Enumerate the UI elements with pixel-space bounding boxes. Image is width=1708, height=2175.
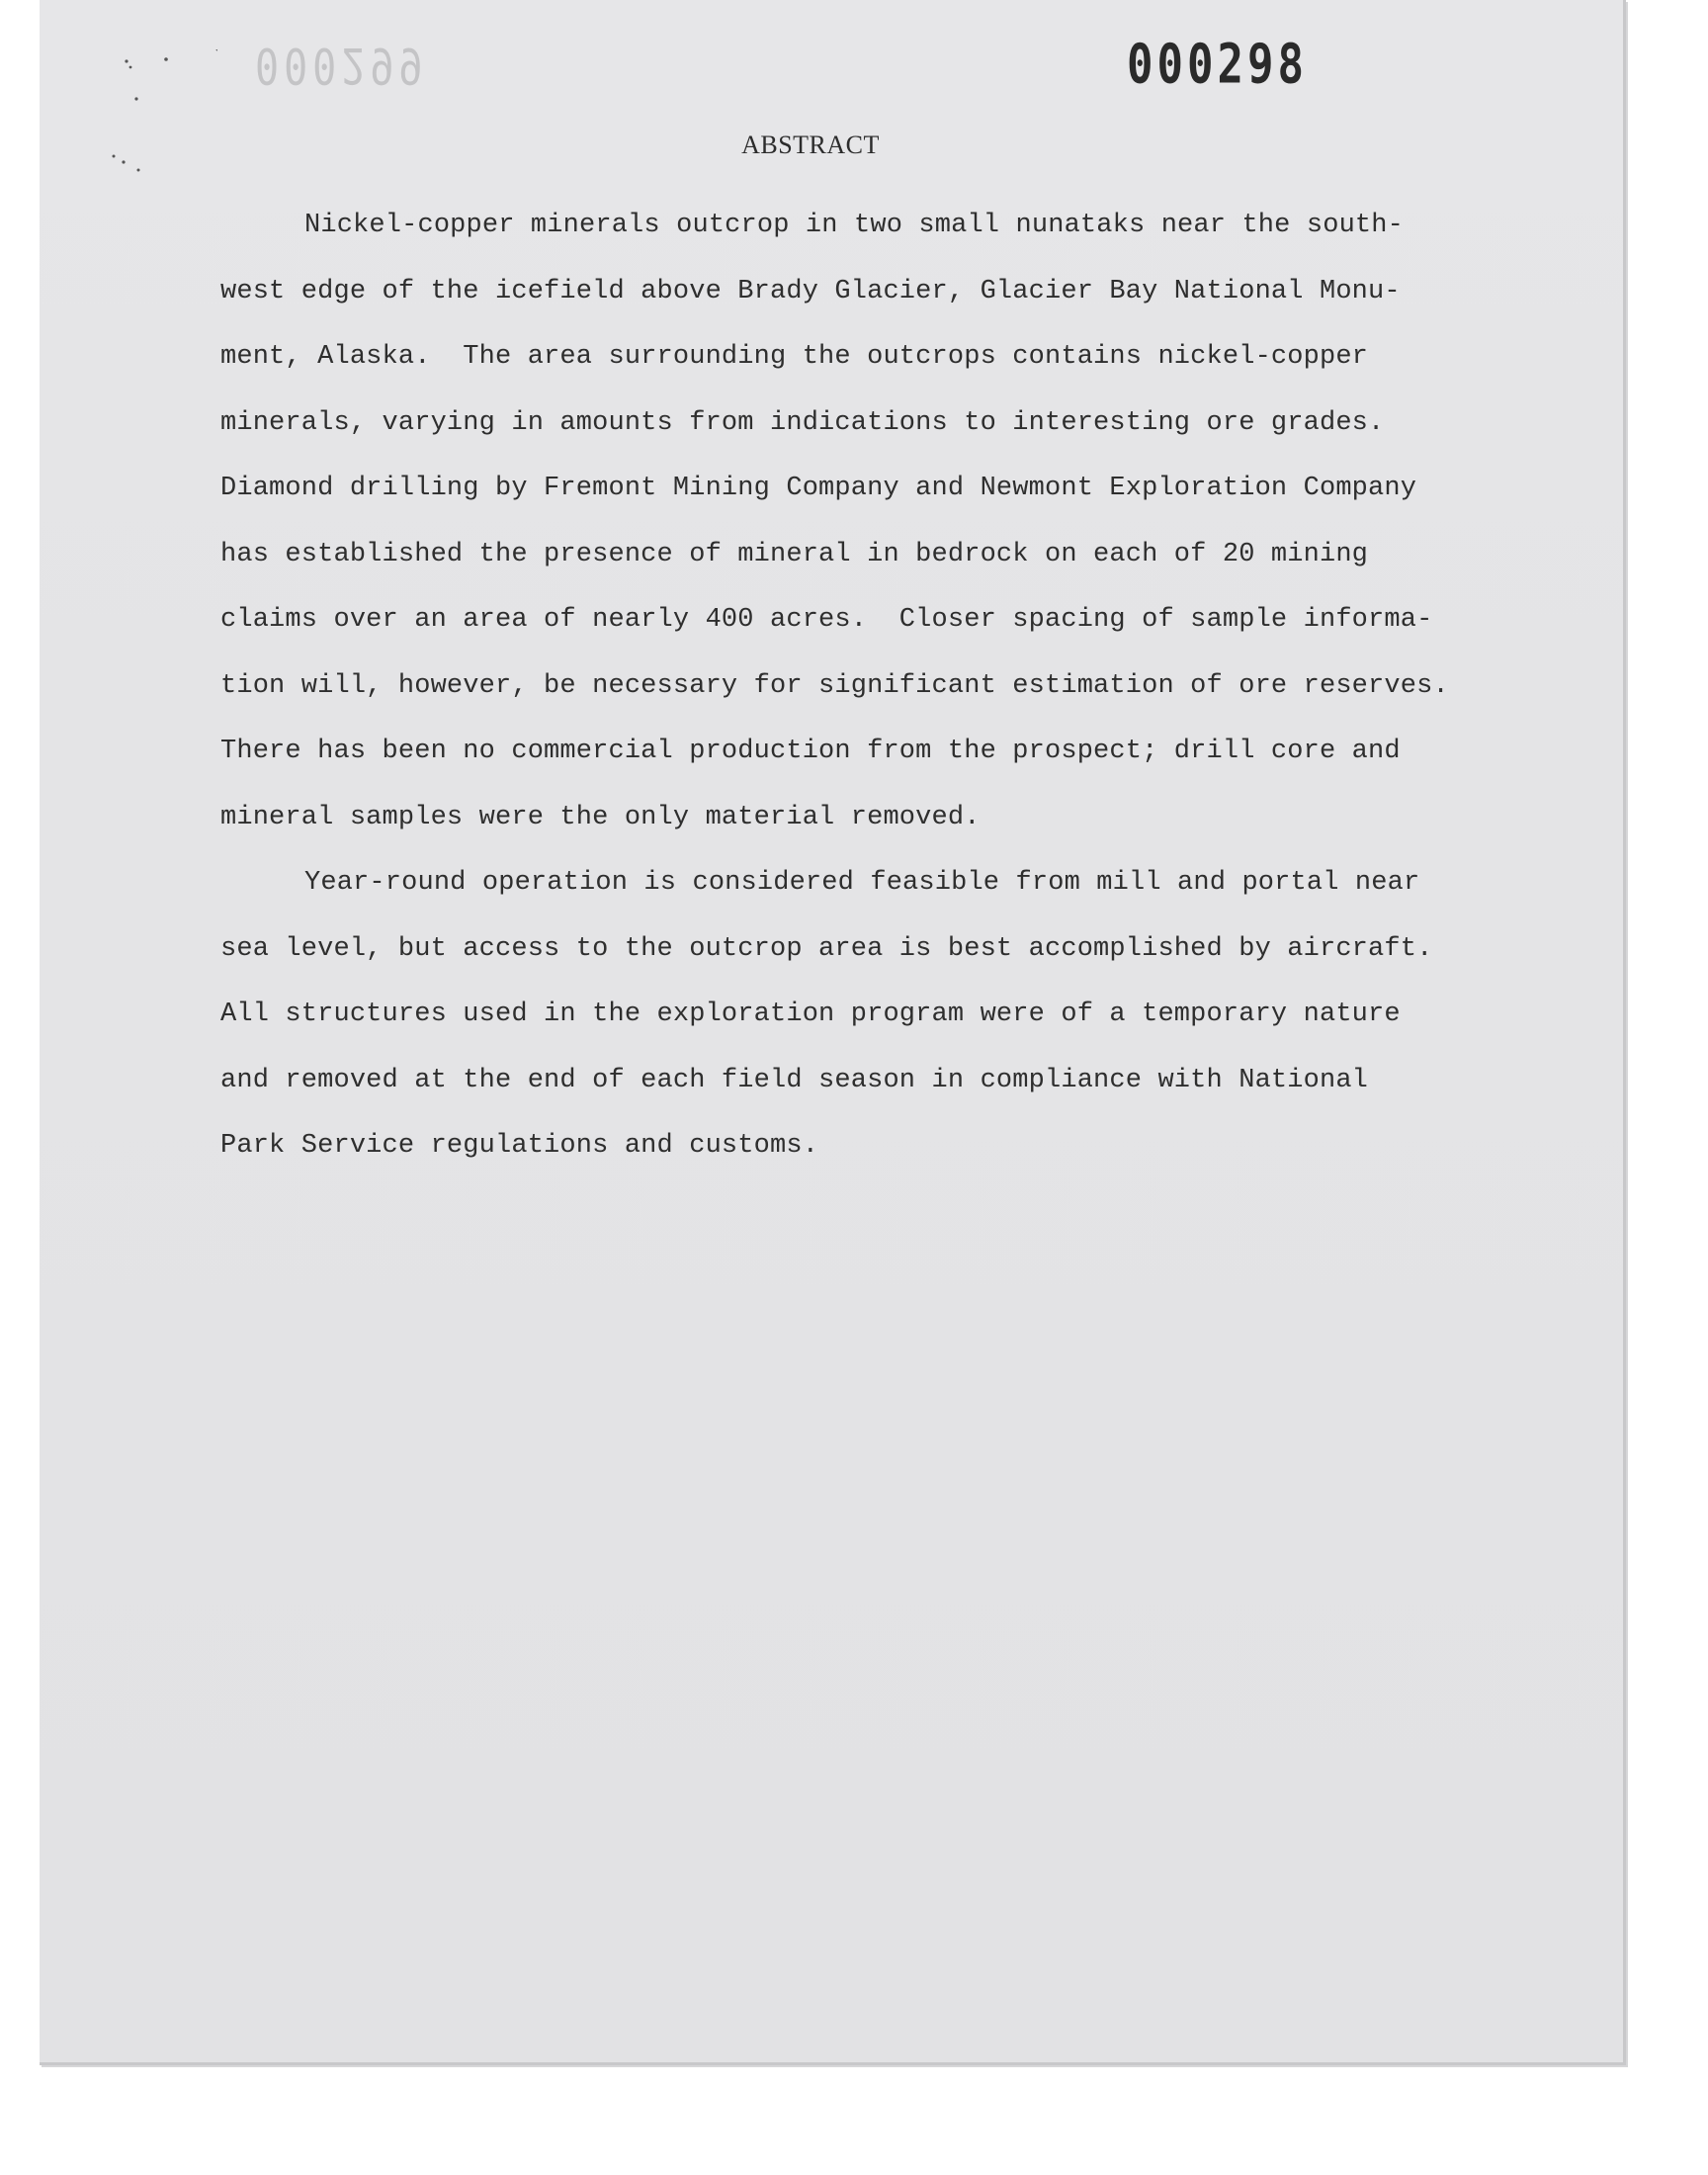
abstract-body [220, 193, 1525, 1179]
bleed-through-stamp-number: 000299 [255, 36, 428, 93]
scan-specks-decoration [79, 49, 217, 188]
paragraph-1 [220, 193, 1525, 850]
text-line: ment, Alaska. The area surrounding the outcrops contains nickel-copper [220, 342, 1369, 372]
text-line: sea level, but access to the outcrop area is best accomplished by aircraft. [220, 933, 1433, 964]
text-line: minerals, varying in amounts from indications to interesting ore grades. [220, 407, 1385, 438]
text-line: west edge of the icefield above Brady Glacier, Glacier Bay National Monu- [220, 276, 1401, 306]
text-line: claims over an area of nearly 400 acres. Closer spacing of sample informa- [220, 605, 1433, 635]
text-line: and removed at the end of each field season in compliance with National [220, 1065, 1369, 1095]
abstract-title: ABSTRACT [741, 130, 880, 159]
text-line: Nickel-copper minerals outcrop in two small nunataks near the south- [304, 211, 1404, 240]
document-stamp-number: 000298 [1127, 33, 1308, 97]
paragraph-2 [220, 850, 1525, 1179]
text-line: Year-round operation is considered feasible from mill and portal near [304, 868, 1420, 898]
text-line: tion will, however, be necessary for significant estimation of ore reserves. [220, 670, 1449, 701]
text-line: All structures used in the exploration program were of a temporary nature [220, 1000, 1401, 1029]
text-line: Park Service regulations and customs. [220, 1131, 819, 1161]
text-line: There has been no commercial production from the prospect; drill core and [220, 737, 1401, 766]
text-line: mineral samples were the only material removed. [220, 802, 981, 832]
text-line: Diamond drilling by Fremont Mining Company and Newmont Exploration Company [220, 474, 1417, 503]
document-page [40, 0, 1626, 2065]
text-line: has established the presence of mineral in bedrock on each of 20 mining [220, 539, 1369, 569]
